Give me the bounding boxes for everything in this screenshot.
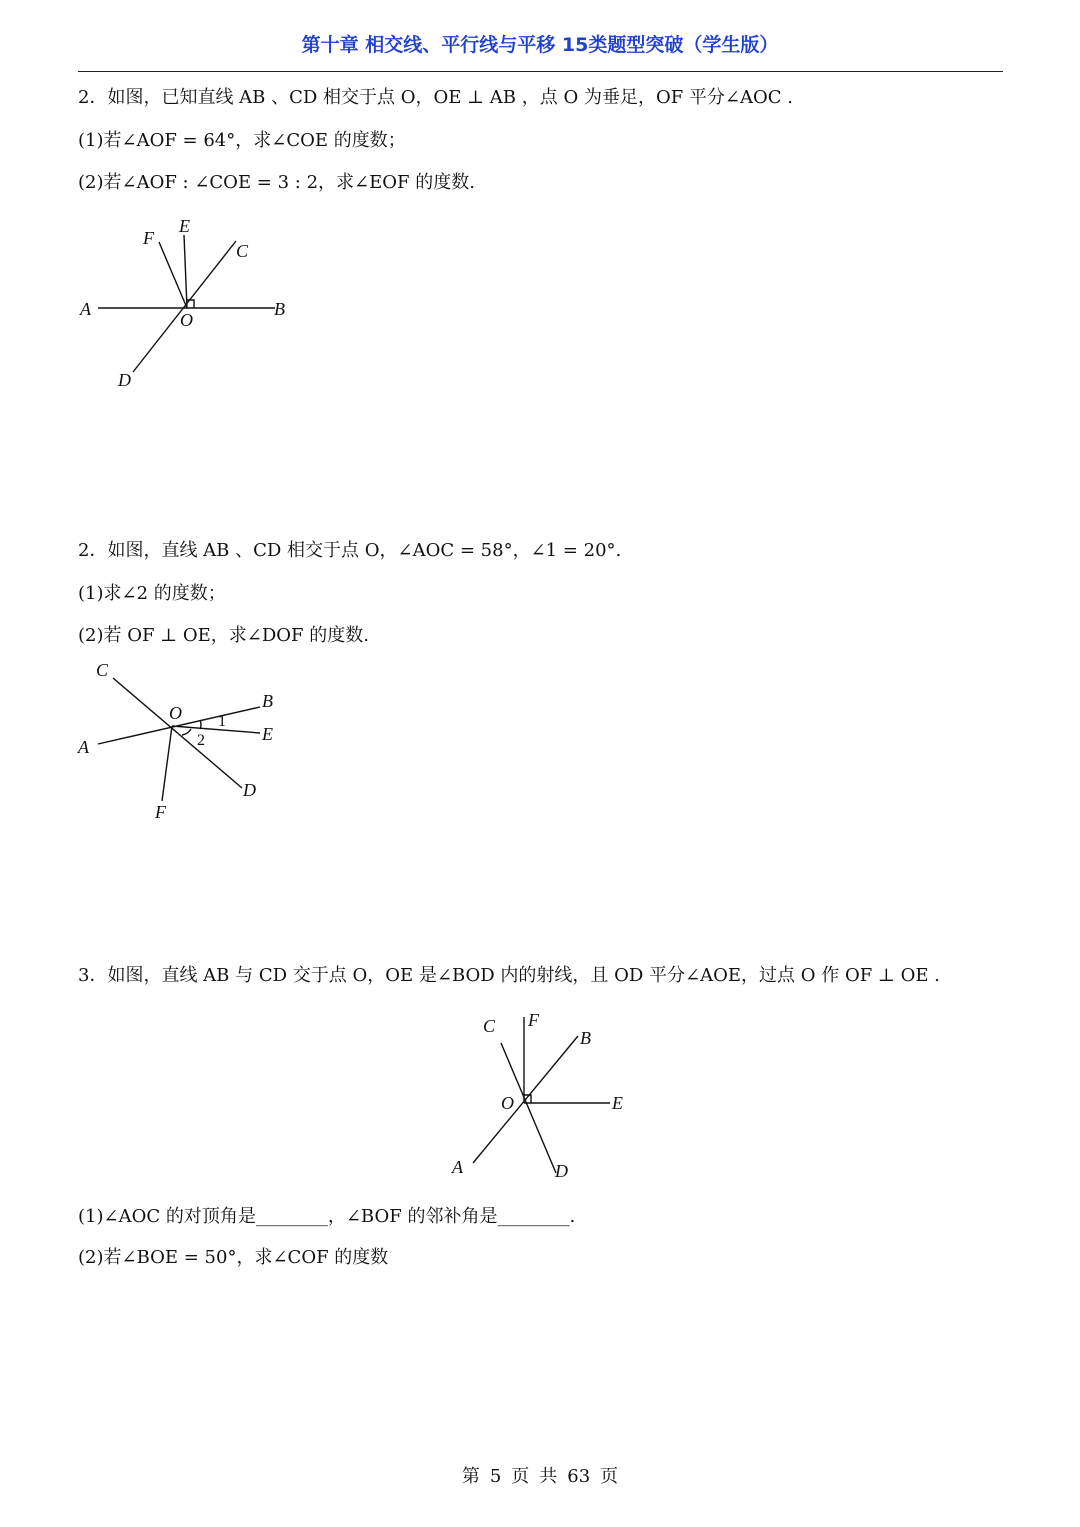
label-d: D: [555, 1161, 568, 1181]
angle-1-label: 1: [218, 713, 226, 730]
page-header-title: 第十章 相交线、平行线与平移 15类题型突破（学生版）: [301, 34, 779, 56]
footer-suffix: 页: [600, 1466, 619, 1487]
label-c: C: [236, 241, 249, 261]
label-a: A: [78, 737, 89, 757]
problem-1-stem: 2．如图，已知直线 AB 、CD 相交于点 O，OE ⊥ AB ，点 O 为垂足，OF 平分∠AOC .: [78, 87, 793, 108]
label-o: O: [180, 310, 193, 330]
problem-1-part-2: (2)若∠AOF : ∠COE = 3 : 2，求∠EOF 的度数.: [78, 172, 475, 193]
problem-2-stem: 2．如图，直线 AB 、CD 相交于点 O，∠AOC = 58°，∠1 = 20°.: [78, 540, 622, 561]
problem-2-figure: [70, 655, 300, 825]
problem-2-part-2: (2)若 OF ⊥ OE，求∠DOF 的度数.: [78, 625, 369, 646]
label-e: E: [612, 1093, 623, 1113]
angle-2-arc: [182, 729, 191, 735]
footer-mid-1: 页: [511, 1466, 530, 1487]
line-cd: [113, 678, 242, 788]
ray-oe: [184, 235, 187, 308]
problem-3-part-1: (1)∠AOC 的对顶角是________，∠BOF 的邻补角是________.: [78, 1206, 576, 1227]
label-o: O: [169, 703, 182, 723]
angle-1-arc: [200, 720, 201, 729]
label-b: B: [262, 691, 273, 711]
problem-2-part-1: (1)求∠2 的度数；: [78, 583, 226, 604]
ray-of: [159, 242, 187, 308]
page-footer: [0, 1462, 1080, 1488]
problem-3-part-2: (2)若∠BOE = 50°，求∠COF 的度数: [78, 1247, 389, 1268]
label-d: D: [243, 780, 256, 800]
problem-1-figure: [70, 210, 310, 395]
label-c: C: [96, 660, 109, 680]
label-b: B: [274, 299, 285, 319]
ray-of: [162, 726, 172, 801]
label-b: B: [580, 1028, 591, 1048]
problem-1-part-1: (1)若∠AOF = 64°，求∠COE 的度数；: [78, 130, 406, 151]
label-f: F: [528, 1010, 539, 1030]
label-a: A: [80, 299, 91, 319]
label-o: O: [501, 1093, 514, 1113]
angle-2-label: 2: [197, 732, 205, 749]
label-f: F: [143, 228, 154, 248]
footer-prefix: 第: [461, 1466, 480, 1487]
header-divider: [78, 71, 1003, 72]
ray-oe: [172, 726, 260, 733]
label-a: A: [452, 1157, 463, 1177]
line-ab: [473, 1036, 578, 1163]
problem-3-stem: 3．如图，直线 AB 与 CD 交于点 O，OE 是∠BOD 内的射线，且 OD 平分∠AOE，过点 O 作 OF ⊥ OE .: [78, 965, 940, 986]
label-c: C: [483, 1016, 496, 1036]
problem-3-figure: [440, 1005, 650, 1185]
footer-mid-2: 共: [539, 1466, 558, 1487]
label-e: E: [179, 216, 190, 236]
label-f: F: [155, 802, 166, 822]
label-e: E: [262, 724, 273, 744]
footer-total-pages: 63: [567, 1466, 591, 1487]
footer-page-number: 5: [489, 1466, 502, 1487]
label-d: D: [118, 370, 131, 390]
